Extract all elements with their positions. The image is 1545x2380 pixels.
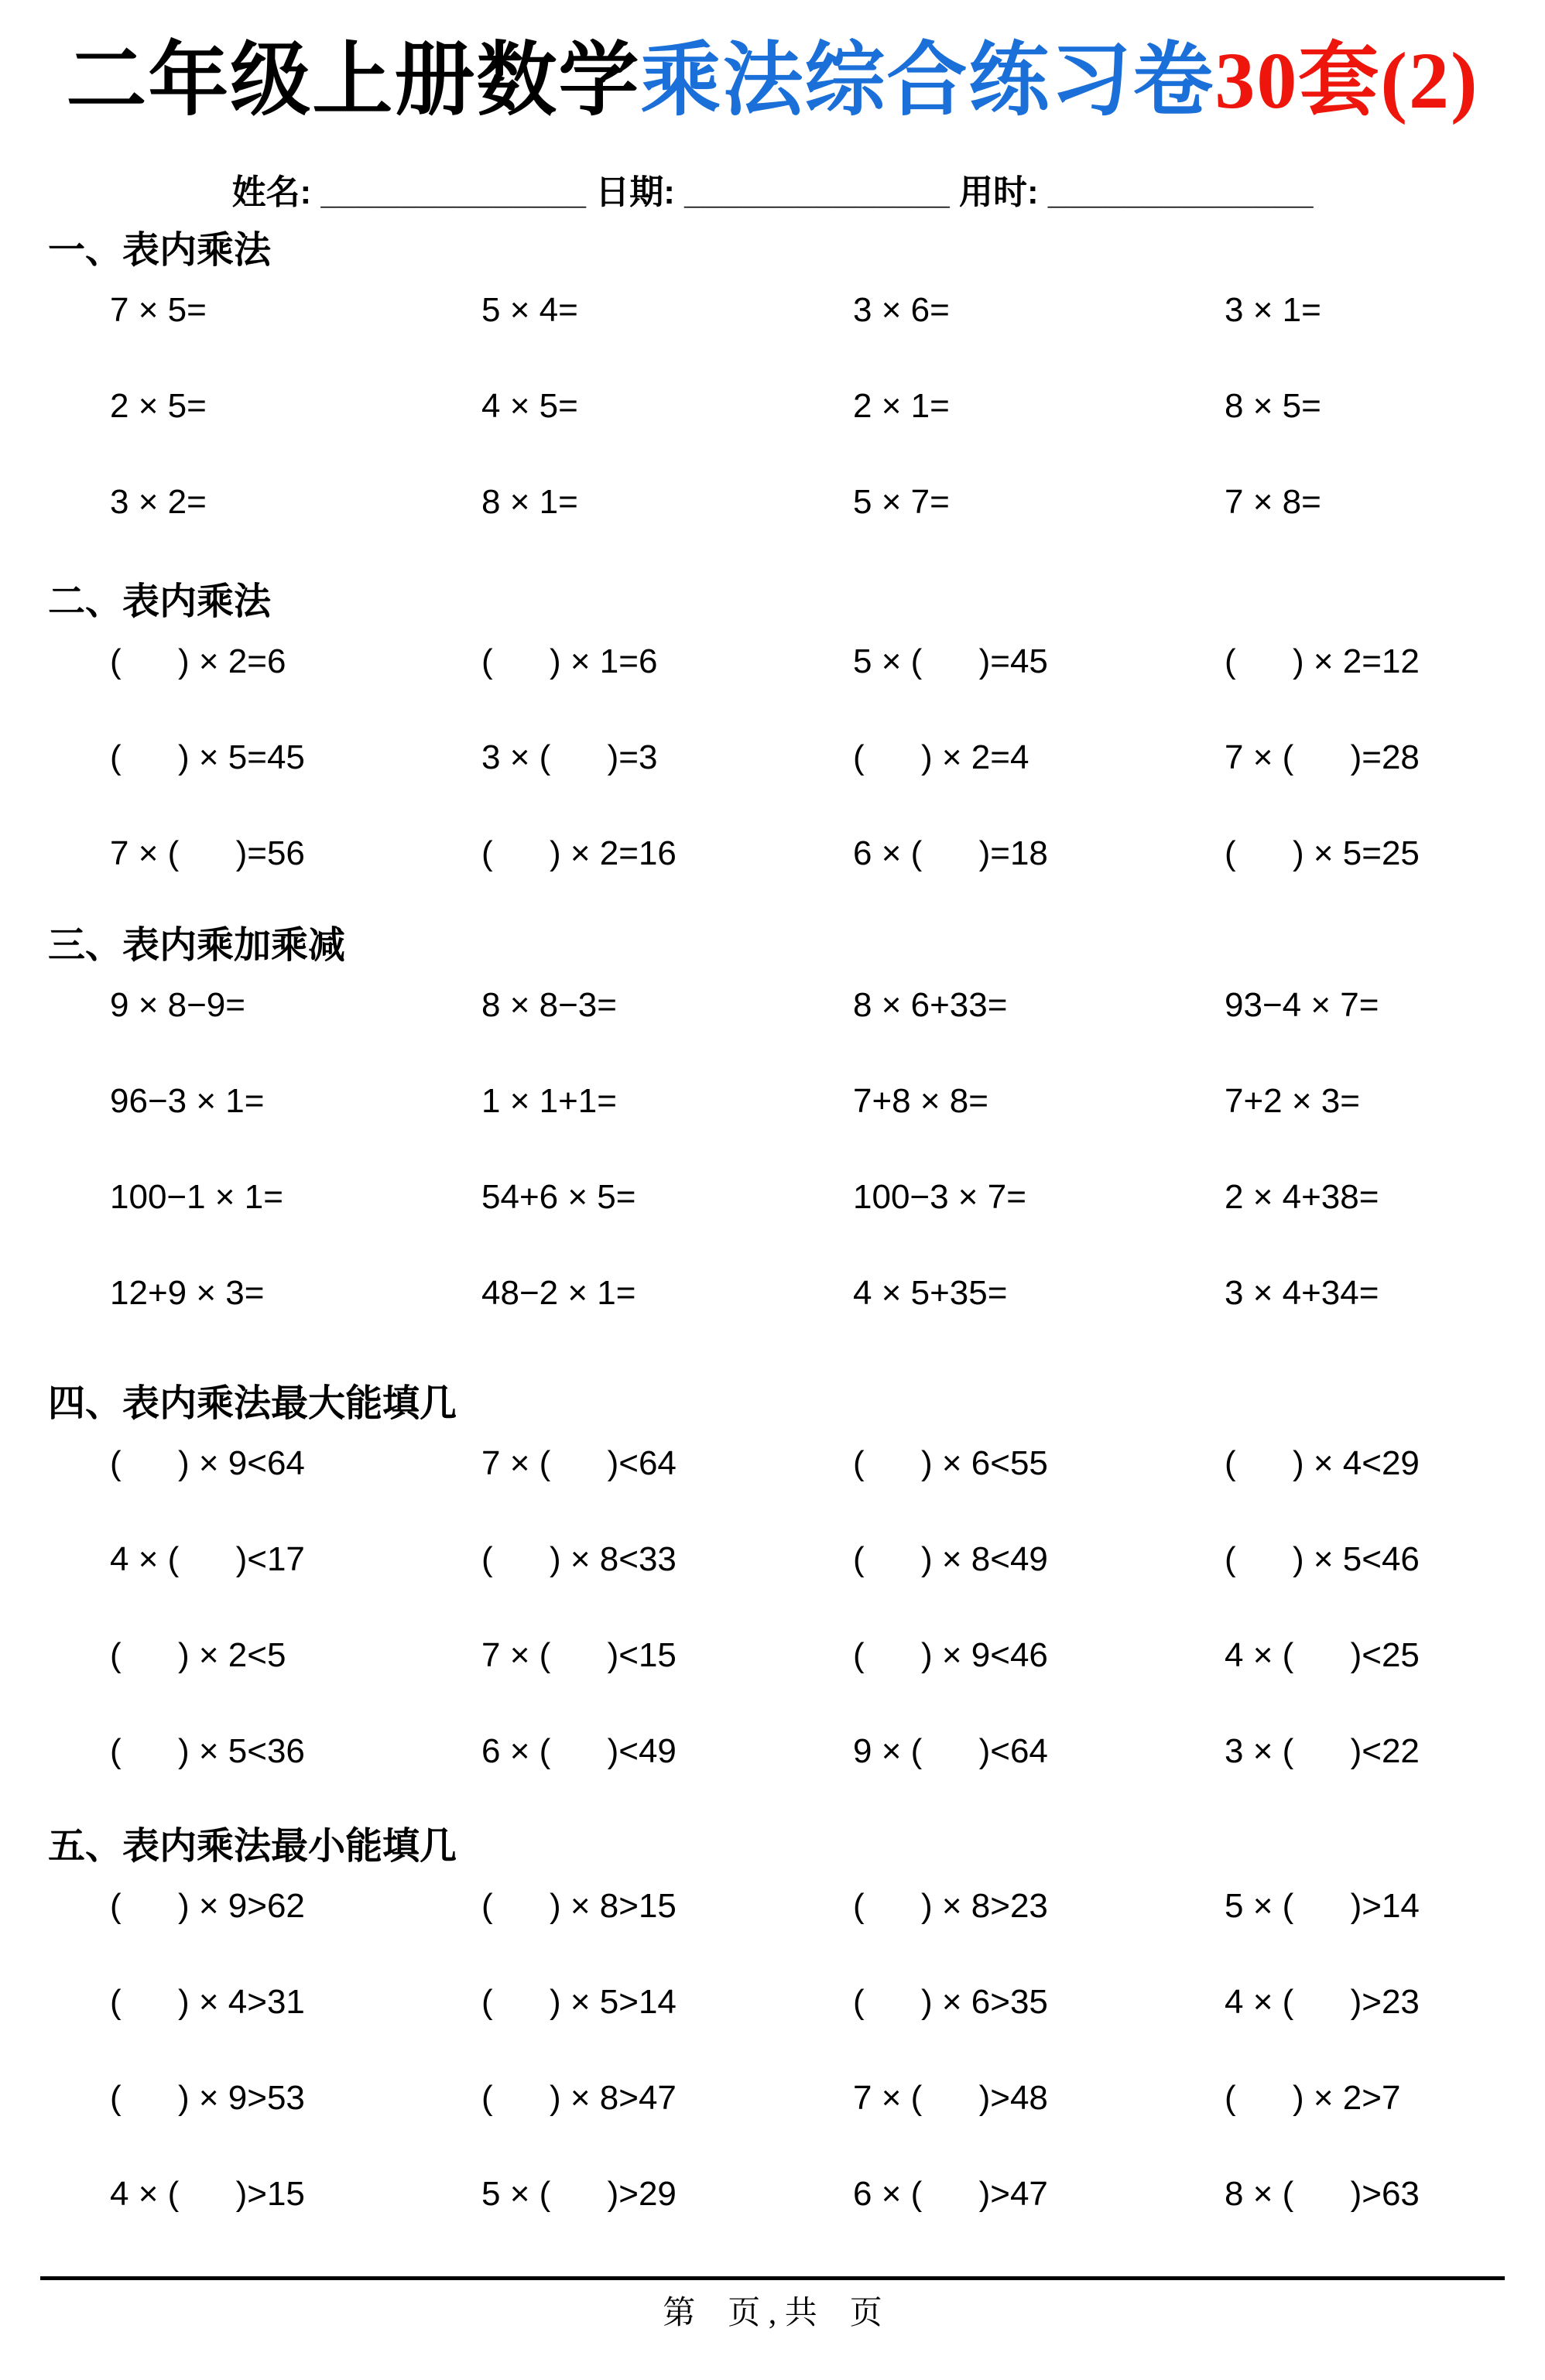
section-multiplication-2 (0, 582, 1545, 931)
problem-cell: ( ) × 2<5 (110, 1635, 286, 1674)
problem-cell: 2 × 1= (853, 386, 950, 425)
problem-cell: 7 × ( )=56 (110, 834, 305, 872)
problem-cell: 9 × 8−9= (110, 985, 245, 1024)
problem-cell: 9 × ( )<64 (853, 1731, 1048, 1770)
problem-cell: ( ) × 6<55 (853, 1443, 1048, 1482)
student-info-line: 姓名: ______________ 日期: ______________ 用时: ______________ (231, 173, 1314, 211)
problem-cell: 7 × ( )<15 (481, 1635, 677, 1674)
problem-cell: 3 × 6= (853, 290, 950, 329)
problem-cell: ( ) × 5<46 (1225, 1539, 1420, 1578)
problem-cell: ( ) × 9<46 (853, 1635, 1048, 1674)
problem-cell: 7 × 8= (1225, 482, 1321, 521)
section-2-heading: 二、表内乘法 (48, 581, 272, 622)
problem-cell: 5 × ( )>14 (1225, 1886, 1420, 1925)
problem-cell: 5 × ( )=45 (853, 642, 1048, 680)
problem-cell: 7 × ( )=28 (1225, 738, 1420, 776)
section-multiplication-1 (0, 231, 1545, 580)
section-4-problem-grid (0, 1445, 1545, 1829)
section-mult-add-sub (0, 926, 1545, 1371)
problem-cell: ( ) × 1=6 (481, 642, 658, 680)
problem-cell: 2 × 4+38= (1225, 1177, 1379, 1216)
problem-cell: 8 × ( )>63 (1225, 2174, 1420, 2213)
title-topic-segment: 乘法综合练习卷 (640, 36, 1215, 125)
problem-cell: ( ) × 4>31 (110, 1982, 305, 2021)
problem-cell: ( ) × 2=16 (481, 834, 677, 872)
section-3-problem-grid (0, 987, 1545, 1371)
problem-cell: 6 × ( )>47 (853, 2174, 1048, 2213)
problem-cell: 100−3 × 7= (853, 1177, 1026, 1216)
problem-cell: ( ) × 2=12 (1225, 642, 1420, 680)
problem-cell: 4 × ( )<25 (1225, 1635, 1420, 1674)
problem-cell: ( ) × 9>53 (110, 2078, 305, 2117)
problem-cell: 3 × ( )<22 (1225, 1731, 1420, 1770)
problem-cell: ( ) × 5<36 (110, 1731, 305, 1770)
problem-cell: ( ) × 6>35 (853, 1982, 1048, 2021)
problem-cell: 1 × 1+1= (481, 1081, 617, 1120)
problem-cell: ( ) × 2>7 (1225, 2078, 1401, 2117)
problem-cell: 48−2 × 1= (481, 1273, 636, 1312)
problem-cell: 7 × 5= (110, 290, 207, 329)
problem-cell: 8 × 1= (481, 482, 578, 521)
title-set-number-segment: 30套(2) (1214, 36, 1479, 125)
problem-cell: ( ) × 4<29 (1225, 1443, 1420, 1482)
title-grade-segment: 二年级上册数学 (66, 36, 641, 125)
problem-cell: ( ) × 8>15 (481, 1886, 677, 1925)
problem-cell: 3 × 4+34= (1225, 1273, 1379, 1312)
problem-cell: 7 × ( )>48 (853, 2078, 1048, 2117)
problem-cell: ( ) × 8<49 (853, 1539, 1048, 1578)
problem-cell: 4 × 5= (481, 386, 578, 425)
problem-cell: 8 × 5= (1225, 386, 1321, 425)
problem-cell: 100−1 × 1= (110, 1177, 283, 1216)
problem-cell: 8 × 8−3= (481, 985, 617, 1024)
section-2-problem-grid (0, 643, 1545, 931)
page-number-footer: 第 页 , 共 页 (663, 2296, 882, 2331)
problem-cell: 3 × ( )=3 (481, 738, 658, 776)
footer-rule (40, 2276, 1505, 2280)
problem-cell: ( ) × 5>14 (481, 1982, 677, 2021)
problem-cell: 96−3 × 1= (110, 1081, 265, 1120)
problem-cell: 5 × 4= (481, 290, 578, 329)
section-1-heading: 一、表内乘法 (48, 230, 272, 271)
problem-cell: ( ) × 5=25 (1225, 834, 1420, 872)
section-max-fill (0, 1384, 1545, 1829)
problem-cell: ( ) × 9>62 (110, 1886, 305, 1925)
problem-cell: 6 × ( )<49 (481, 1731, 677, 1770)
problem-cell: ( ) × 8>23 (853, 1886, 1048, 1925)
section-5-heading: 五、表内乘法最小能填几 (48, 1826, 457, 1867)
problem-cell: 2 × 5= (110, 386, 207, 425)
problem-cell: 7+2 × 3= (1225, 1081, 1360, 1120)
problem-cell: 5 × ( )>29 (481, 2174, 677, 2213)
section-5-problem-grid (0, 1888, 1545, 2272)
problem-cell: 7 × ( )<64 (481, 1443, 677, 1482)
problem-cell: 12+9 × 3= (110, 1273, 265, 1312)
section-1-problem-grid (0, 292, 1545, 580)
problem-cell: 93−4 × 7= (1225, 985, 1379, 1024)
problem-cell: 4 × 5+35= (853, 1273, 1008, 1312)
problem-cell: ( ) × 8<33 (481, 1539, 677, 1578)
problem-cell: ( ) × 8>47 (481, 2078, 677, 2117)
problem-cell: ( ) × 9<64 (110, 1443, 305, 1482)
problem-cell: 4 × ( )>23 (1225, 1982, 1420, 2021)
problem-cell: 7+8 × 8= (853, 1081, 988, 1120)
problem-cell: 4 × ( )<17 (110, 1539, 305, 1578)
problem-cell: 8 × 6+33= (853, 985, 1008, 1024)
problem-cell: ( ) × 5=45 (110, 738, 305, 776)
problem-cell: 5 × 7= (853, 482, 950, 521)
problem-cell: ( ) × 2=4 (853, 738, 1029, 776)
section-4-heading: 四、表内乘法最大能填几 (48, 1383, 457, 1424)
problem-cell: 4 × ( )>15 (110, 2174, 305, 2213)
problem-cell: 3 × 1= (1225, 290, 1321, 329)
problem-cell: 54+6 × 5= (481, 1177, 636, 1216)
worksheet-title (0, 31, 1545, 132)
problem-cell: 6 × ( )=18 (853, 834, 1048, 872)
section-3-heading: 三、表内乘加乘减 (48, 925, 346, 966)
section-min-fill (0, 1827, 1545, 2272)
problem-cell: 3 × 2= (110, 482, 207, 521)
problem-cell: ( ) × 2=6 (110, 642, 286, 680)
